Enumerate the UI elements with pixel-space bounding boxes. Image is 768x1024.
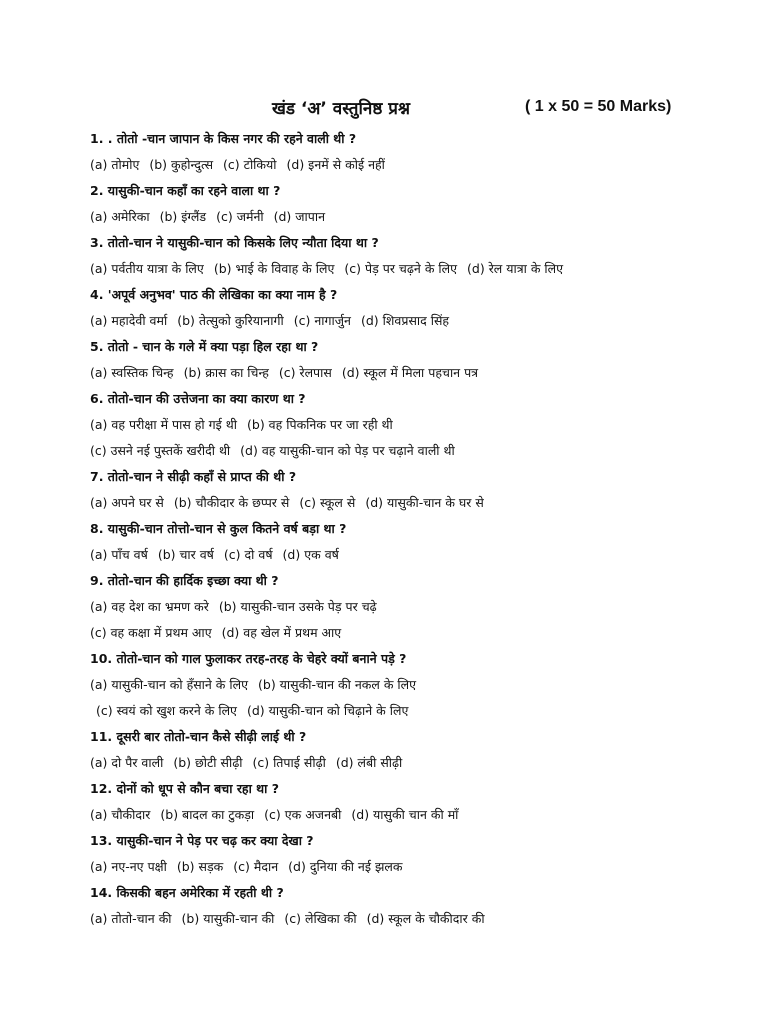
answer-option: (c) नागार्जुन — [293, 313, 351, 328]
answer-option: (a) वह देश का भ्रमण करे — [90, 599, 209, 614]
option-row — [90, 204, 750, 230]
answer-option: (a) पाँच वर्ष — [90, 547, 148, 562]
answer-option: (b) बादल का टुकड़ा — [160, 807, 255, 822]
answer-option: (d) लंबी सीढ़ी — [335, 755, 403, 770]
question-text: 3. तोतो-चान ने यासुकी-चान को किसके लिए न्यौता दिया था ? — [90, 235, 379, 250]
question-text: 13. यासुकी-चान ने पेड़ पर चढ़ कर क्या देखा ? — [90, 833, 314, 848]
question-text: 11. दूसरी बार तोतो-चान कैसे सीढ़ी लाई थी ? — [90, 729, 307, 744]
answer-option: (a) चौकीदार — [90, 807, 151, 822]
marks-info: ( 1 x 50 = 50 Marks) — [525, 98, 672, 115]
answer-option: (d) इनमें से कोई नहीं — [286, 157, 385, 172]
question-text: 12. दोनों को धूप से कौन बचा रहा था ? — [90, 781, 279, 796]
answer-option: (b) छोटी सीढ़ी — [173, 755, 243, 770]
answer-option: (c) दो वर्ष — [223, 547, 273, 562]
answer-option: (d) स्कूल में मिला पहचान पत्र — [341, 365, 479, 380]
option-row — [90, 698, 750, 724]
option-row — [90, 152, 750, 178]
option-row — [90, 438, 750, 464]
answer-option: (d) वह यासुकी-चान को पेड़ पर चढ़ाने वाली थी — [240, 443, 455, 458]
option-row — [90, 594, 750, 620]
answer-option: (a) अमेरिका — [90, 209, 150, 224]
option-row — [90, 412, 750, 438]
question-text: 1. . तोतो -चान जापान के किस नगर की रहने वाली थी ? — [90, 131, 357, 146]
question-text: 4. 'अपूर्व अनुभव' पाठ की लेखिका का क्या नाम है ? — [90, 287, 338, 302]
answer-option: (a) तोमोए — [90, 157, 140, 172]
answer-option: (b) क्रास का चिन्ह — [183, 365, 269, 380]
answer-option: (a) यासुकी-चान को हँसाने के लिए — [90, 677, 249, 692]
answer-option: (c) जर्मनी — [216, 209, 264, 224]
answer-option: (d) दुनिया की नई झलक — [288, 859, 403, 874]
option-row — [90, 906, 750, 932]
option-row — [90, 802, 750, 828]
option-row — [90, 360, 750, 386]
option-row — [90, 620, 750, 646]
answer-option: (d) शिवप्रसाद सिंह — [360, 313, 450, 328]
answer-option: (b) यासुकी-चान की — [181, 911, 275, 926]
answer-option: (d) यासुकी-चान को चिढ़ाने के लिए — [246, 703, 409, 718]
answer-option: (c) पेड़ पर चढ़ने के लिए — [344, 261, 458, 276]
question-text: 7. तोतो-चान ने सीढ़ी कहाँ से प्राप्त की थी ? — [90, 469, 297, 484]
answer-option: (a) पर्वतीय यात्रा के लिए — [90, 261, 204, 276]
answer-option: (b) इंग्लैंड — [159, 209, 207, 224]
answer-option: (a) स्वस्तिक चिन्ह — [90, 365, 174, 380]
answer-option: (a) नए-नए पक्षी — [90, 859, 167, 874]
answer-option: (c) लेखिका की — [284, 911, 357, 926]
answer-option: (d) यासुकी चान की माँ — [351, 807, 459, 822]
question-text: 10. तोतो-चान को गाल फुलाकर तरह-तरह के चेहरे क्यों बनाने पड़े ? — [90, 651, 407, 666]
question-text: 2. यासुकी-चान कहाँ का रहने वाला था ? — [90, 183, 281, 198]
answer-option: (c) रेलपास — [278, 365, 332, 380]
option-row — [90, 672, 750, 698]
answer-option: (d) रेल यात्रा के लिए — [467, 261, 564, 276]
question-text: 14. किसकी बहन अमेरिका में रहती थी ? — [90, 885, 284, 900]
answer-option: (d) स्कूल के चौकीदार की — [366, 911, 485, 926]
answer-option: (d) एक वर्ष — [282, 547, 339, 562]
question-list — [90, 126, 750, 932]
section-header — [0, 96, 768, 126]
answer-option: (b) सड़क — [176, 859, 224, 874]
option-row — [90, 256, 750, 282]
answer-option: (b) भाई के विवाह के लिए — [213, 261, 335, 276]
option-row — [90, 750, 750, 776]
answer-option: (d) जापान — [273, 209, 326, 224]
option-row — [90, 854, 750, 880]
answer-option: (b) यासुकी-चान उसके पेड़ पर चढ़े — [218, 599, 377, 614]
answer-option: (c) स्कूल से — [299, 495, 356, 510]
question-text: 9. तोतो-चान की हार्दिक इच्छा क्या थी ? — [90, 573, 279, 588]
answer-option: (a) तोतो-चान की — [90, 911, 172, 926]
answer-option: (d) वह खेल में प्रथम आए — [221, 625, 342, 640]
answer-option: (c) तिपाई सीढ़ी — [252, 755, 326, 770]
answer-option: (b) यासुकी-चान की नकल के लिए — [258, 677, 417, 692]
answer-option: (b) चार वर्ष — [157, 547, 214, 562]
answer-option: (b) तेत्सुको कुरियानागी — [177, 313, 284, 328]
answer-option: (a) वह परीक्षा में पास हो गई थी — [90, 417, 238, 432]
answer-option: (b) कुहोन्दुत्स — [149, 157, 214, 172]
answer-option: (b) वह पिकनिक पर जा रही थी — [247, 417, 393, 432]
answer-option: (a) दो पैर वाली — [90, 755, 164, 770]
answer-option: (c) एक अजनबी — [264, 807, 342, 822]
option-row — [90, 308, 750, 334]
question-text: 6. तोतो-चान की उत्तेजना का क्या कारण था ? — [90, 391, 306, 406]
question-text: 5. तोतो - चान के गले में क्या पड़ा हिल रहा था ? — [90, 339, 319, 354]
option-row — [90, 542, 750, 568]
option-row — [90, 490, 750, 516]
question-text: 8. यासुकी-चान तोत्तो-चान से कुल कितने वर्ष बड़ा था ? — [90, 521, 347, 536]
answer-option: (d) यासुकी-चान के घर से — [365, 495, 484, 510]
answer-option: (b) चौकीदार के छप्पर से — [173, 495, 290, 510]
answer-option: (c) मैदान — [233, 859, 279, 874]
answer-option: (c) उसने नई पुस्तकें खरीदी थी — [90, 443, 231, 458]
answer-option: (c) स्वयं को खुश करने के लिए — [96, 703, 237, 718]
answer-option: (c) वह कक्षा में प्रथम आए — [90, 625, 212, 640]
answer-option: (c) टोकियो — [223, 157, 277, 172]
section-title: खंड ‘अ’ वस्तुनिष्ठ प्रश्न — [272, 99, 410, 119]
answer-option: (a) अपने घर से — [90, 495, 164, 510]
answer-option: (a) महादेवी वर्मा — [90, 313, 168, 328]
